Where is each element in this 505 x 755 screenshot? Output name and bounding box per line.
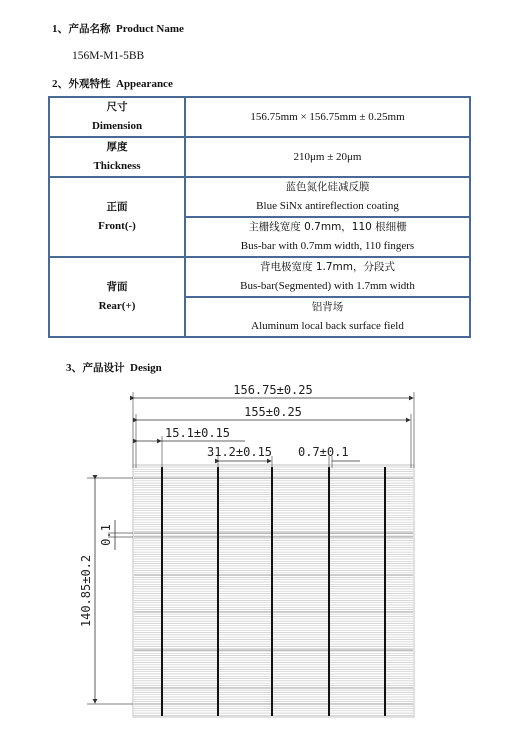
dim-overall-width: 156.75±0.25 — [233, 383, 313, 397]
dim-height: 140.85±0.2 — [79, 554, 93, 628]
product-name: 156M-M1-5BB — [72, 50, 145, 62]
front-coating: 蓝色氮化硅减反膜 Blue SiNx antireflection coating — [185, 177, 470, 217]
section-title-en: Product Name — [116, 23, 184, 35]
front-busbar: 主栅线宽度 0.7mm，110 根细栅 Bus-bar with 0.7mm width, 110 fingers — [185, 217, 470, 257]
section-number: 2、 — [52, 78, 69, 90]
front-label: 正面 Front(-) — [49, 177, 185, 257]
dimension-label: 尺寸 Dimension — [49, 97, 185, 137]
thickness-label: 厚度 Thickness — [49, 137, 185, 177]
rear-bsf: 铝背场 Aluminum local back surface field — [185, 297, 470, 337]
dim-busbar-width: 0.7±0.1 — [298, 445, 349, 459]
dim-inner-width: 155±0.25 — [244, 405, 302, 419]
section-title-cn: 产品名称 — [68, 23, 111, 35]
dim-finger-width: 0.1 — [99, 524, 113, 546]
solar-cell-grid — [133, 465, 414, 717]
section-title-en: Appearance — [116, 78, 173, 90]
section-number: 1、 — [52, 23, 69, 35]
section-title-cn: 产品设计 — [82, 362, 125, 374]
thickness-value: 210μm ± 20μm — [185, 137, 470, 177]
dim-edge-distance: 15.1±0.15 — [165, 426, 231, 440]
rear-label: 背面 Rear(+) — [49, 257, 185, 337]
rear-busbar: 背电极宽度 1.7mm，分段式 Bus-bar(Segmented) with 1.7mm width — [185, 257, 470, 297]
section-title-cn: 外观特性 — [68, 78, 111, 90]
dim-busbar-pitch: 31.2±0.15 — [207, 445, 273, 459]
section-title-en: Design — [130, 362, 162, 374]
section-number: 3、 — [66, 362, 83, 374]
dimension-value: 156.75mm × 156.75mm ± 0.25mm — [185, 97, 470, 137]
